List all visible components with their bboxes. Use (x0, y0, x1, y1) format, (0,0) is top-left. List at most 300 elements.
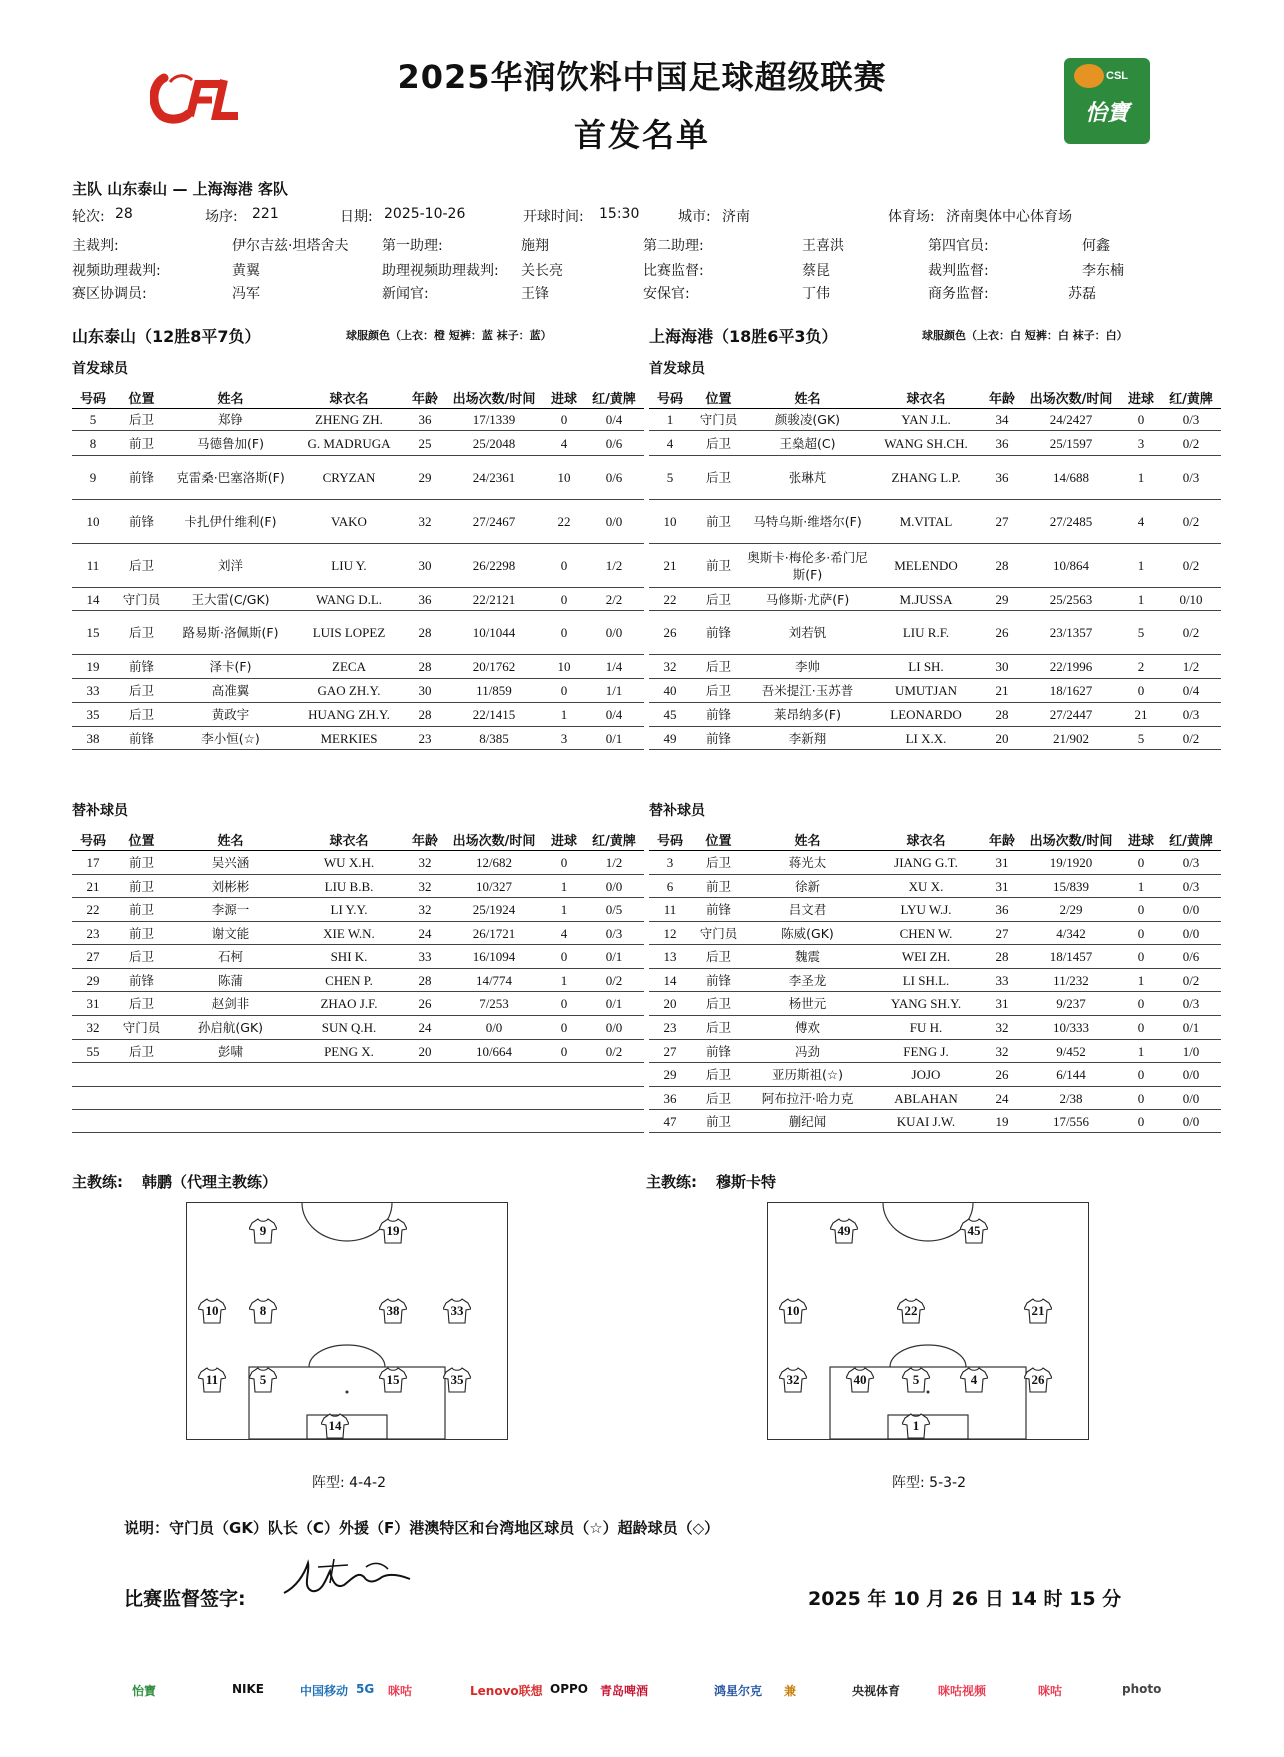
cell-apps: 10/864 (1021, 544, 1121, 588)
cell-goals: 2 (1121, 655, 1161, 679)
cell-position: 后卫 (691, 456, 746, 500)
cell-apps: 20/1762 (444, 655, 544, 679)
column-header: 号码 (649, 386, 691, 409)
cell-number: 14 (649, 969, 691, 992)
official-label: 裁判监督: (928, 263, 989, 279)
cell-number: 21 (649, 544, 691, 588)
table-row (72, 1087, 644, 1110)
cell-shirt-name: ZECA (292, 655, 406, 679)
cell-shirt-name: ZHANG L.P. (869, 456, 983, 500)
table-row (649, 409, 1221, 431)
player-shirt-icon (249, 1367, 277, 1393)
cell-apps: 25/1597 (1021, 431, 1121, 456)
empty-cell (444, 1087, 544, 1110)
sponsor-strip (120, 1668, 1230, 1708)
table-row (649, 945, 1221, 969)
cell-goals: 0 (1121, 922, 1161, 945)
player-shirt-number: 14 (328, 1418, 342, 1433)
cell-number: 1 (649, 409, 691, 431)
cell-position: 前锋 (691, 1040, 746, 1063)
cell-number: 10 (649, 500, 691, 544)
column-header: 红/黄牌 (1161, 828, 1221, 851)
cell-shirt-name: ABLAHAN (869, 1087, 983, 1110)
empty-cell (544, 1110, 584, 1133)
player-shirt-number: 4 (970, 1372, 978, 1387)
cell-number: 5 (649, 456, 691, 500)
player-shirt-icon (779, 1298, 807, 1324)
cell-name: 王大雷(C/GK) (169, 588, 292, 611)
cell-name: 杨世元 (746, 992, 869, 1016)
cell-age: 28 (406, 969, 444, 992)
cell-number: 26 (649, 611, 691, 655)
cell-age: 20 (983, 727, 1021, 750)
cell-age: 30 (406, 544, 444, 588)
sponsor-logo: 咪咕视频 (938, 1684, 987, 1698)
cell-age: 29 (983, 588, 1021, 611)
player-shirt-icon (779, 1367, 807, 1393)
table-row (649, 922, 1221, 945)
cell-cards: 0/2 (584, 969, 644, 992)
cell-name: 马德鲁加(F) (169, 431, 292, 456)
cell-goals: 4 (1121, 500, 1161, 544)
away-subs-label: 替补球员 (649, 803, 705, 819)
cell-age: 28 (406, 611, 444, 655)
player-shirt-icon (902, 1367, 930, 1393)
cell-position: 前卫 (691, 500, 746, 544)
cell-shirt-name: WANG D.L. (292, 588, 406, 611)
cell-shirt-name: WANG SH.CH. (869, 431, 983, 456)
sponsor-logo: 咪咕 (1038, 1684, 1063, 1698)
cell-cards: 1/0 (1161, 1040, 1221, 1063)
cell-position: 前卫 (114, 875, 169, 898)
away-formation-pitch (767, 1202, 1089, 1440)
cell-number: 47 (649, 1110, 691, 1133)
player-shirt-number: 9 (259, 1223, 267, 1238)
home-subs-table (72, 828, 644, 1133)
column-header: 进球 (544, 386, 584, 409)
official-value: 李东楠 (1082, 263, 1124, 279)
cell-apps: 17/556 (1021, 1110, 1121, 1133)
table-row (72, 679, 644, 703)
empty-cell (444, 1063, 544, 1087)
cell-apps: 25/2048 (444, 431, 544, 456)
official-value: 冯军 (232, 286, 260, 302)
cell-age: 28 (983, 544, 1021, 588)
table-row (649, 703, 1221, 727)
cell-cards: 0/1 (584, 992, 644, 1016)
cell-position: 前锋 (114, 456, 169, 500)
table-row (649, 1040, 1221, 1063)
cell-number: 27 (649, 1040, 691, 1063)
table-row (72, 898, 644, 922)
player-shirt-icon (897, 1298, 925, 1324)
table-row (649, 727, 1221, 750)
cell-position: 前卫 (114, 851, 169, 875)
cell-name: 亚历斯祖(☆) (746, 1063, 869, 1087)
cell-shirt-name: GAO ZH.Y. (292, 679, 406, 703)
player-shirt-number: 1 (912, 1418, 920, 1433)
cell-position: 守门员 (691, 409, 746, 431)
sponsor-logo: 中国移动 (300, 1684, 349, 1698)
cell-age: 29 (406, 456, 444, 500)
away-starters-label: 首发球员 (649, 361, 705, 377)
cell-shirt-name: KUAI J.W. (869, 1110, 983, 1133)
csl-badge-text: CSL (1106, 70, 1128, 82)
cell-goals: 21 (1121, 703, 1161, 727)
cell-number: 10 (72, 500, 114, 544)
official-label: 第二助理: (643, 238, 704, 254)
cell-position: 守门员 (114, 1016, 169, 1040)
column-header: 红/黄牌 (584, 828, 644, 851)
cell-position: 前锋 (691, 611, 746, 655)
cell-age: 27 (983, 500, 1021, 544)
game-value: 221 (252, 206, 279, 222)
official-value: 王锋 (521, 286, 549, 302)
cell-age: 26 (406, 992, 444, 1016)
cell-name: 吴兴涵 (169, 851, 292, 875)
cell-shirt-name: HUANG ZH.Y. (292, 703, 406, 727)
table-row (649, 851, 1221, 875)
column-header: 进球 (1121, 828, 1161, 851)
cell-shirt-name: JOJO (869, 1063, 983, 1087)
cell-position: 后卫 (691, 588, 746, 611)
empty-cell (292, 1110, 406, 1133)
cell-goals: 3 (544, 727, 584, 750)
official-value: 蔡昆 (802, 263, 830, 279)
table-row (649, 655, 1221, 679)
sponsor-logo: OPPO (550, 1682, 588, 1696)
cell-number: 22 (649, 588, 691, 611)
official-value: 苏磊 (1068, 286, 1096, 302)
cell-name: 张琳芃 (746, 456, 869, 500)
stadium-value: 济南奥体中心体育场 (946, 209, 1072, 225)
cell-goals: 1 (544, 875, 584, 898)
sponsor-logo: NIKE (232, 1682, 265, 1696)
column-header: 球衣名 (292, 386, 406, 409)
cell-shirt-name: FU H. (869, 1016, 983, 1040)
sponsor-logo: 怡寶 (132, 1684, 157, 1698)
cell-shirt-name: UMUTJAN (869, 679, 983, 703)
cell-shirt-name: CHEN W. (869, 922, 983, 945)
home-starters-label: 首发球员 (72, 361, 128, 377)
cell-goals: 1 (1121, 544, 1161, 588)
cell-shirt-name: XIE W.N. (292, 922, 406, 945)
official-label: 商务监督: (928, 286, 989, 302)
cell-name: 莱昂纳多(F) (746, 703, 869, 727)
cell-cards: 0/6 (584, 456, 644, 500)
column-header: 位置 (691, 386, 746, 409)
away-coach-label: 主教练: (646, 1173, 697, 1191)
empty-cell (169, 1110, 292, 1133)
cell-age: 26 (983, 1063, 1021, 1087)
player-shirt-icon (960, 1367, 988, 1393)
cell-position: 后卫 (691, 1016, 746, 1040)
cell-goals: 0 (1121, 409, 1161, 431)
cell-goals: 3 (1121, 431, 1161, 456)
cell-cards: 0/0 (1161, 898, 1221, 922)
cell-name: 高准翼 (169, 679, 292, 703)
cell-position: 前锋 (691, 969, 746, 992)
cell-shirt-name: M.JUSSA (869, 588, 983, 611)
table-row (649, 431, 1221, 456)
player-shirt-icon (249, 1298, 277, 1324)
cell-age: 34 (983, 409, 1021, 431)
cell-position: 前锋 (114, 655, 169, 679)
official-label: 比赛监督: (643, 263, 704, 279)
page-title: 2025华润饮料中国足球超级联赛 (397, 58, 887, 96)
table-row (72, 1016, 644, 1040)
cell-shirt-name: YAN J.L. (869, 409, 983, 431)
cell-goals: 0 (1121, 1016, 1161, 1040)
column-header: 球衣名 (869, 386, 983, 409)
cell-number: 19 (72, 655, 114, 679)
table-row (649, 456, 1221, 500)
cell-name: 马修斯·尤萨(F) (746, 588, 869, 611)
cell-shirt-name: ZHAO J.F. (292, 992, 406, 1016)
cell-apps: 14/774 (444, 969, 544, 992)
player-shirt-number: 8 (259, 1303, 267, 1318)
cell-cards: 0/3 (584, 922, 644, 945)
cell-number: 13 (649, 945, 691, 969)
cell-apps: 7/253 (444, 992, 544, 1016)
cell-shirt-name: LIU R.F. (869, 611, 983, 655)
home-formation-pitch (186, 1202, 508, 1440)
cell-name: 李新翔 (746, 727, 869, 750)
cell-age: 32 (406, 875, 444, 898)
sponsor-logo: 青岛啤酒 (600, 1684, 649, 1698)
cell-goals: 1 (1121, 588, 1161, 611)
cell-number: 17 (72, 851, 114, 875)
table-row (649, 1063, 1221, 1087)
cell-number: 29 (72, 969, 114, 992)
cell-shirt-name: LI SH.L. (869, 969, 983, 992)
cell-cards: 0/6 (1161, 945, 1221, 969)
cell-goals: 1 (544, 898, 584, 922)
player-shirt-icon (1024, 1367, 1052, 1393)
table-row (72, 1040, 644, 1063)
cell-position: 后卫 (114, 409, 169, 431)
table-row (72, 431, 644, 456)
cell-name: 吕文君 (746, 898, 869, 922)
cell-cards: 0/4 (584, 703, 644, 727)
cell-goals: 10 (544, 456, 584, 500)
cell-age: 32 (406, 851, 444, 875)
player-shirt-icon (198, 1367, 226, 1393)
table-row (72, 875, 644, 898)
player-shirt-icon (1024, 1298, 1052, 1324)
cell-apps: 10/327 (444, 875, 544, 898)
cell-cards: 0/2 (1161, 727, 1221, 750)
cell-cards: 0/3 (1161, 992, 1221, 1016)
cell-cards: 0/3 (1161, 851, 1221, 875)
column-header: 进球 (1121, 386, 1161, 409)
column-header: 位置 (114, 386, 169, 409)
cell-position: 后卫 (114, 703, 169, 727)
cell-apps: 8/385 (444, 727, 544, 750)
cell-age: 30 (406, 679, 444, 703)
cell-shirt-name: ZHENG ZH. (292, 409, 406, 431)
cell-shirt-name: M.VITAL (869, 500, 983, 544)
cell-goals: 22 (544, 500, 584, 544)
sponsor-logo: 鸿星尔克 (714, 1684, 763, 1698)
cell-number: 8 (72, 431, 114, 456)
table-row (649, 1087, 1221, 1110)
date-value: 2025-10-26 (384, 206, 466, 222)
cell-goals: 0 (1121, 679, 1161, 703)
csl-yibao-logo (1064, 58, 1150, 144)
table-row (649, 588, 1221, 611)
cell-cards: 0/10 (1161, 588, 1221, 611)
player-shirt-number: 10 (786, 1303, 800, 1318)
player-shirt-icon (846, 1367, 874, 1393)
cell-apps: 24/2361 (444, 456, 544, 500)
empty-cell (169, 1063, 292, 1087)
official-label: 主裁判: (72, 238, 119, 254)
cell-age: 31 (983, 875, 1021, 898)
cell-cards: 0/0 (584, 611, 644, 655)
empty-cell (292, 1063, 406, 1087)
cell-cards: 0/2 (1161, 431, 1221, 456)
empty-cell (584, 1087, 644, 1110)
cell-name: 王燊超(C) (746, 431, 869, 456)
cell-position: 后卫 (691, 1087, 746, 1110)
cell-age: 36 (983, 898, 1021, 922)
cell-age: 32 (983, 1016, 1021, 1040)
column-header: 红/黄牌 (1161, 386, 1221, 409)
cell-number: 32 (72, 1016, 114, 1040)
cell-number: 29 (649, 1063, 691, 1087)
cell-goals: 1 (544, 703, 584, 727)
table-row (72, 969, 644, 992)
cell-cards: 0/2 (584, 1040, 644, 1063)
table-row (649, 875, 1221, 898)
cell-apps: 27/2467 (444, 500, 544, 544)
cell-number: 3 (649, 851, 691, 875)
column-header: 进球 (544, 828, 584, 851)
cell-age: 33 (983, 969, 1021, 992)
cell-age: 32 (983, 1040, 1021, 1063)
cell-number: 49 (649, 727, 691, 750)
cell-cards: 0/1 (584, 945, 644, 969)
cell-name: 陈蒲 (169, 969, 292, 992)
table-row (72, 1063, 644, 1087)
cell-age: 20 (406, 1040, 444, 1063)
player-shirt-number: 21 (1031, 1303, 1045, 1318)
player-shirt-icon (902, 1413, 930, 1439)
cell-age: 21 (983, 679, 1021, 703)
cell-apps: 19/1920 (1021, 851, 1121, 875)
cell-apps: 22/1996 (1021, 655, 1121, 679)
cell-position: 前锋 (691, 727, 746, 750)
cell-number: 21 (72, 875, 114, 898)
cell-name: 彭啸 (169, 1040, 292, 1063)
table-row (72, 922, 644, 945)
cell-position: 前卫 (114, 431, 169, 456)
cell-goals: 1 (1121, 875, 1161, 898)
cell-age: 28 (406, 655, 444, 679)
away-coach: 穆斯卡特 (716, 1173, 777, 1191)
cell-number: 38 (72, 727, 114, 750)
cell-cards: 0/1 (1161, 1016, 1221, 1040)
cell-goals: 0 (1121, 1087, 1161, 1110)
cell-name: 马特乌斯·维塔尔(F) (746, 500, 869, 544)
cell-age: 36 (406, 588, 444, 611)
cell-position: 后卫 (691, 945, 746, 969)
table-row (649, 500, 1221, 544)
cell-name: 赵剑非 (169, 992, 292, 1016)
column-header: 球衣名 (869, 828, 983, 851)
player-shirt-icon (379, 1218, 407, 1244)
cell-apps: 14/688 (1021, 456, 1121, 500)
cell-shirt-name: FENG J. (869, 1040, 983, 1063)
cell-name: 刘若钒 (746, 611, 869, 655)
cell-cards: 0/3 (1161, 703, 1221, 727)
cell-position: 后卫 (114, 992, 169, 1016)
player-shirt-number: 5 (912, 1372, 920, 1387)
empty-cell (114, 1063, 169, 1087)
legend: 说明：守门员（GK）队长（C）外援（F）港澳特区和台湾地区球员（☆）超龄球员（◇） (124, 1519, 720, 1537)
official-value: 施翔 (521, 238, 549, 254)
cell-name: 冯劲 (746, 1040, 869, 1063)
cell-apps: 11/859 (444, 679, 544, 703)
cell-shirt-name: WU X.H. (292, 851, 406, 875)
table-row (72, 1110, 644, 1133)
cell-shirt-name: JIANG G.T. (869, 851, 983, 875)
cell-age: 32 (406, 500, 444, 544)
cell-number: 11 (72, 544, 114, 588)
cell-name: 李圣龙 (746, 969, 869, 992)
cell-age: 28 (983, 945, 1021, 969)
cell-position: 后卫 (691, 431, 746, 456)
player-shirt-icon (198, 1298, 226, 1324)
player-shirt-number: 10 (205, 1303, 219, 1318)
cell-cards: 0/0 (1161, 1110, 1221, 1133)
cell-age: 24 (983, 1087, 1021, 1110)
official-value: 何鑫 (1082, 238, 1110, 254)
cell-shirt-name: CRYZAN (292, 456, 406, 500)
cell-apps: 0/0 (444, 1016, 544, 1040)
cell-name: 阿布拉汗·哈力克 (746, 1087, 869, 1110)
round-value: 28 (115, 206, 133, 222)
cell-name: 郑铮 (169, 409, 292, 431)
away-team-record: 上海海港（18胜6平3负） (649, 327, 838, 346)
cell-age: 31 (983, 992, 1021, 1016)
away-starters-table (649, 386, 1221, 750)
table-row (72, 851, 644, 875)
cell-apps: 24/2427 (1021, 409, 1121, 431)
cell-goals: 1 (1121, 969, 1161, 992)
city-value: 济南 (722, 209, 750, 225)
sponsor-logo: 兼 (784, 1684, 797, 1698)
player-shirt-number: 11 (205, 1372, 219, 1387)
cell-name: 傅欢 (746, 1016, 869, 1040)
table-row (649, 1110, 1221, 1133)
cell-name: 颜骏凌(GK) (746, 409, 869, 431)
cell-apps: 25/2563 (1021, 588, 1121, 611)
cell-position: 前卫 (691, 1110, 746, 1133)
cell-number: 5 (72, 409, 114, 431)
official-label: 赛区协调员: (72, 286, 147, 302)
cell-position: 前锋 (114, 969, 169, 992)
cell-shirt-name: XU X. (869, 875, 983, 898)
cell-name: 魏震 (746, 945, 869, 969)
cell-name: 蒯纪闻 (746, 1110, 869, 1133)
cell-position: 前卫 (114, 898, 169, 922)
column-header: 年龄 (406, 386, 444, 409)
cell-name: 徐新 (746, 875, 869, 898)
table-row (72, 588, 644, 611)
player-shirt-number: 33 (450, 1303, 464, 1318)
